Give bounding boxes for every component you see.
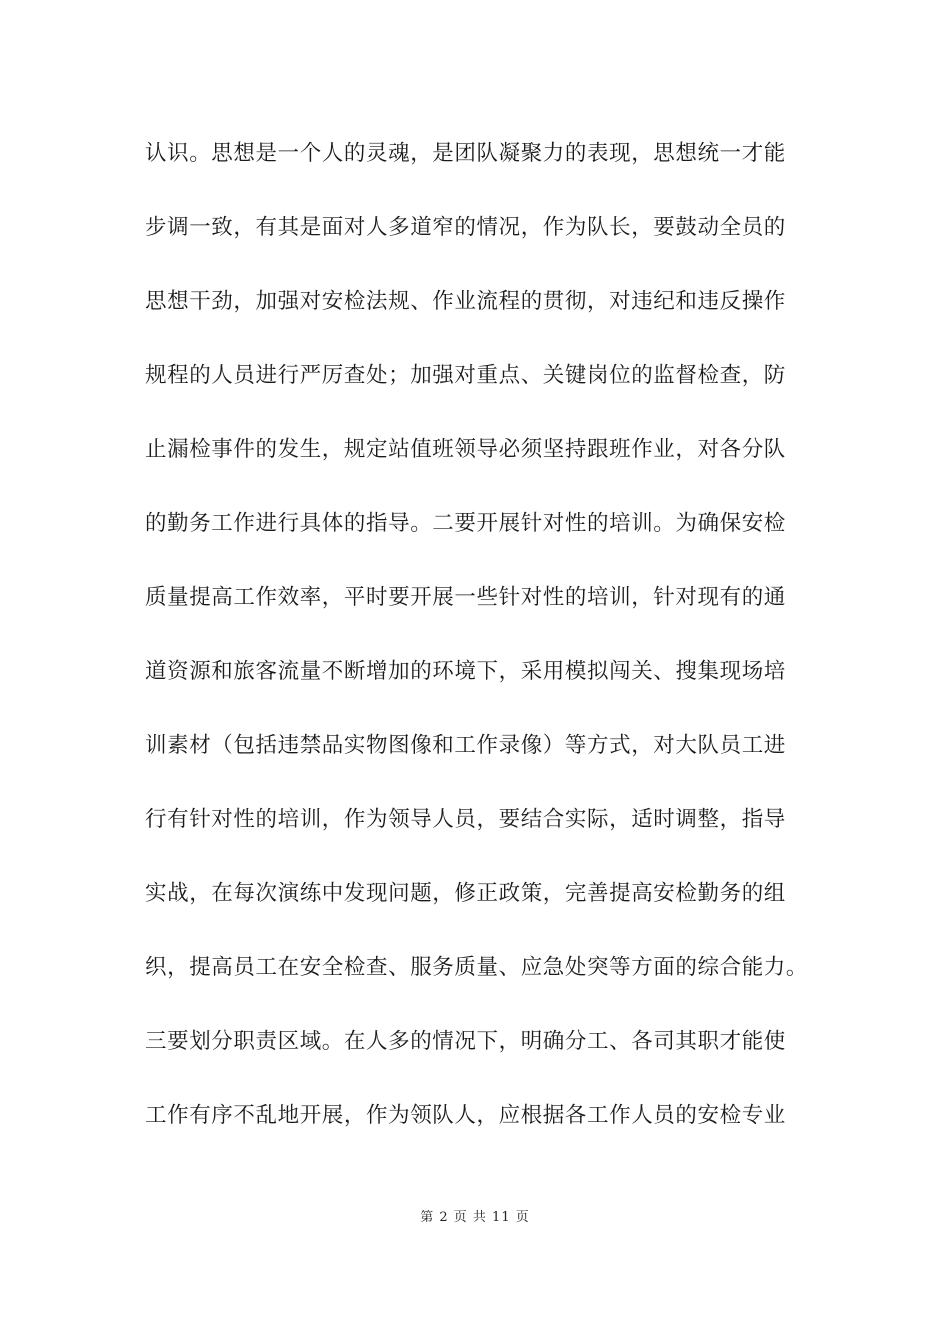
text-line: 止漏检事件的发生，规定站值班领导必须坚持跟班作业，对各分队 [145,437,786,462]
page-number-footer: 第 2 页 共 11 页 [420,1210,530,1225]
text-line: 行有针对性的培训，作为领导人员，要结合实际，适时调整，指导 [145,807,786,832]
text-line: 步调一致，有其是面对人多道窄的情况，作为队长，要鼓动全员的 [145,215,786,240]
text-line: 实战，在每次演练中发现问题，修正政策，完善提高安检勤务的组 [145,881,786,906]
text-line: 工作有序不乱地开展，作为领队人，应根据各工作人员的安检专业 [145,1103,786,1128]
text-line: 的勤务工作进行具体的指导。二要开展针对性的培训。为确保安检 [145,511,786,536]
text-line: 织，提高员工在安全检查、服务质量、应急处突等方面的综合能力。 [145,955,809,980]
text-line: 训素材（包括违禁品实物图像和工作录像）等方式，对大队员工进 [145,733,786,758]
body-text [145,136,835,1172]
text-line: 三要划分职责区域。在人多的情况下，明确分工、各司其职才能使 [145,1029,786,1054]
text-line: 道资源和旅客流量不断增加的环境下，采用模拟闯关、搜集现场培 [145,659,786,684]
text-line: 认识。思想是一个人的灵魂，是团队凝聚力的表现，思想统一才能 [145,141,786,166]
text-line: 规程的人员进行严厉查处；加强对重点、关键岗位的监督检查，防 [145,363,786,388]
text-line: 质量提高工作效率，平时要开展一些针对性的培训，针对现有的通 [145,585,786,610]
text-line: 思想干劲，加强对安检法规、作业流程的贯彻，对违纪和违反操作 [145,289,786,314]
